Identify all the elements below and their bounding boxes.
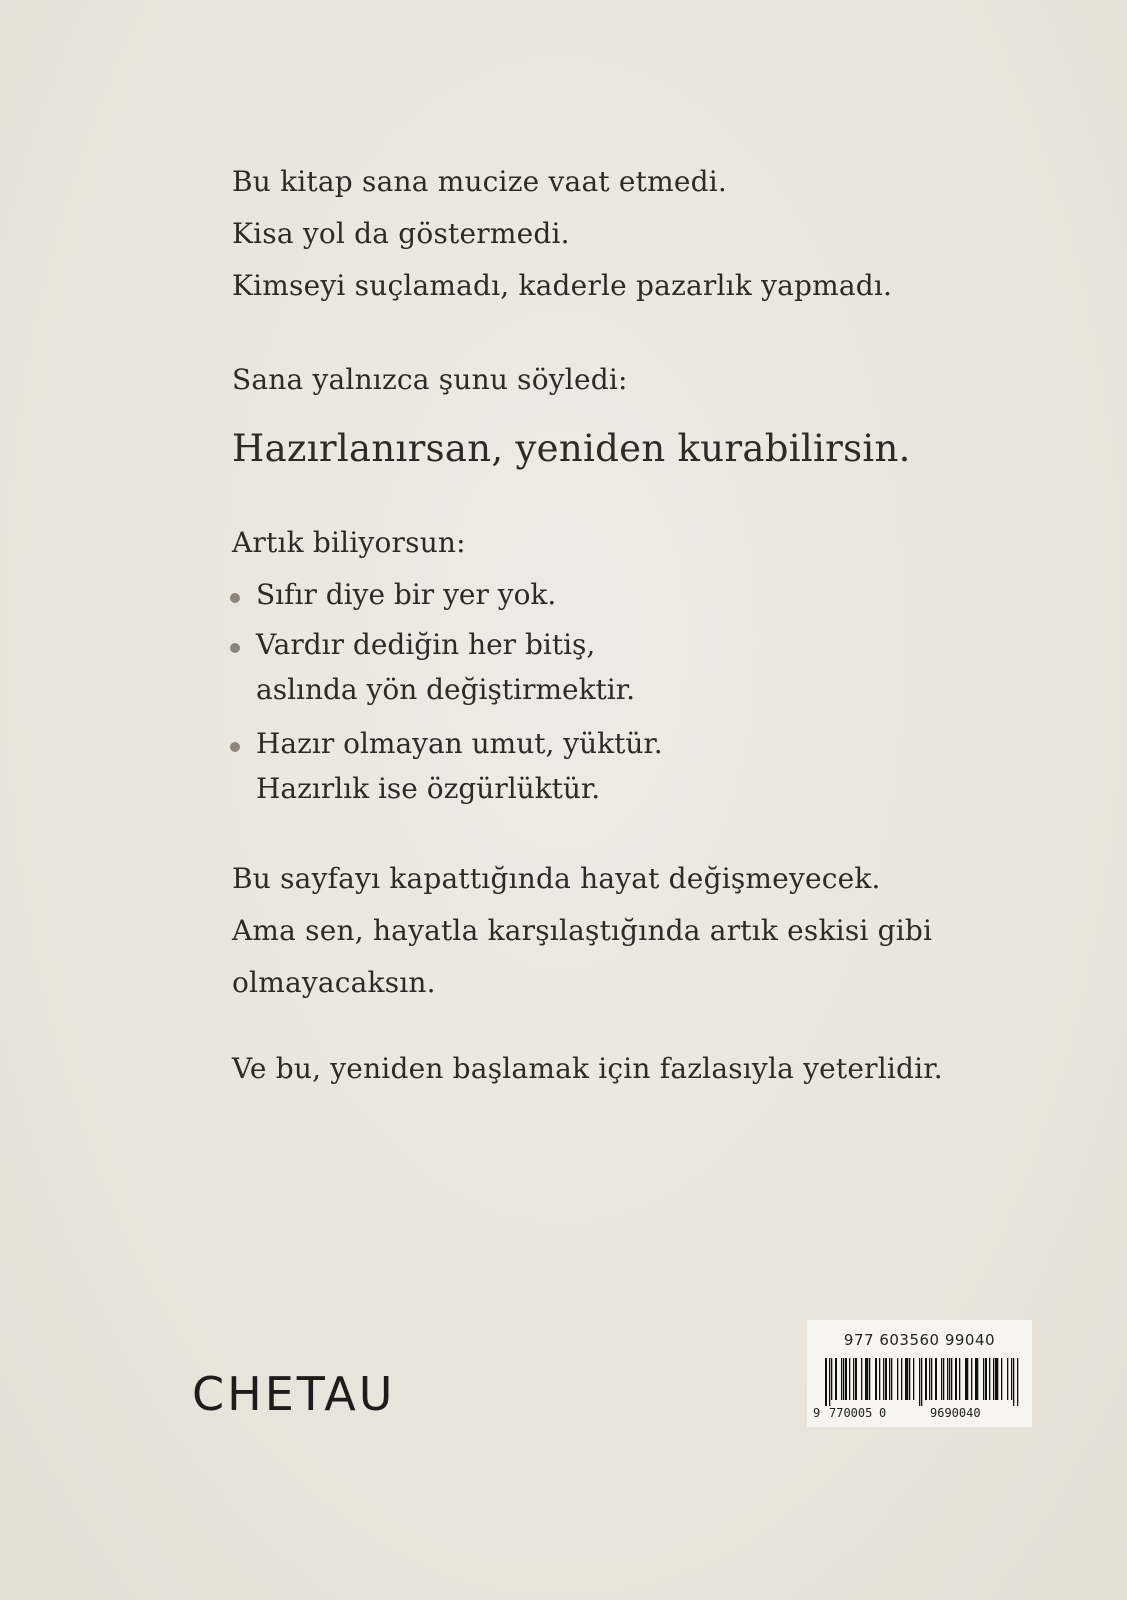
barcode-bar (1011, 1358, 1012, 1400)
list-item-line: aslında yön değiştirmektir. (256, 673, 635, 706)
barcode-left-group: 770005 (829, 1406, 873, 1420)
list-title: Artık biliyorsun: (232, 526, 466, 559)
barcode-bar (849, 1358, 850, 1400)
barcode-bar (1007, 1358, 1008, 1400)
barcode-icon (815, 1358, 1024, 1408)
bullet-dot (230, 593, 240, 603)
barcode-bar (861, 1358, 862, 1400)
closing-line: Ve bu, yeniden başlamak için fazlasıyla yeterlidir. (232, 1052, 943, 1085)
barcode-bar (947, 1358, 948, 1400)
barcode-bar (883, 1358, 884, 1400)
barcode-bar (831, 1358, 832, 1400)
barcode-bar (1001, 1358, 1002, 1400)
barcode-first-digit: 9 (813, 1406, 821, 1420)
barcode-top-number: 977 603560 99040 (843, 1331, 996, 1349)
barcode-bar (829, 1358, 830, 1406)
bullet-dot (230, 643, 240, 653)
paragraph-2-line-1: Bu sayfayı kapattığında hayat değişmeyecek. (232, 862, 881, 895)
barcode-bar (889, 1358, 890, 1400)
barcode-bar (841, 1358, 842, 1400)
barcode-bar (845, 1358, 847, 1400)
paragraph-2-line-2: Ama sen, hayatla karşılaştığında artık eskisi gibi (232, 914, 933, 947)
barcode-bar (983, 1358, 984, 1400)
barcode-bar (853, 1358, 854, 1400)
barcode-bar (909, 1358, 910, 1400)
barcode-bar (921, 1358, 922, 1406)
barcode-bar (949, 1358, 950, 1400)
barcode-bar (855, 1358, 857, 1400)
barcode-bar (901, 1358, 902, 1400)
list-item-line: Sıfır diye bir yer yok. (256, 578, 557, 611)
bullet-dot (230, 742, 240, 752)
barcode-bar (879, 1358, 880, 1400)
list-item-line: Hazırlık ise özgürlüktür. (256, 772, 601, 805)
barcode-bar (977, 1358, 978, 1400)
barcode-bar (989, 1358, 990, 1400)
barcode-bar (993, 1358, 994, 1400)
barcode-bar (897, 1358, 898, 1400)
barcode-bar (919, 1358, 920, 1406)
barcode-bar (997, 1358, 998, 1400)
barcode-bar (971, 1358, 972, 1400)
barcode-bar (951, 1358, 952, 1400)
barcode-bar (943, 1358, 944, 1400)
paragraph-1-line-1: Bu kitap sana mucize vaat etmedi. (232, 165, 728, 198)
barcode-bar (907, 1358, 908, 1400)
barcode-bar (865, 1358, 867, 1400)
barcode-bar (825, 1358, 827, 1406)
publisher-logo: CHETAU (192, 1367, 396, 1421)
barcode-right-group: 9690040 (930, 1406, 981, 1420)
barcode-bar (959, 1358, 960, 1400)
barcode-bar (885, 1358, 887, 1400)
list-item-line: Hazır olmayan umut, yüktür. (256, 727, 663, 760)
barcode-bar (1017, 1358, 1018, 1406)
barcode-bar (891, 1358, 892, 1400)
paragraph-2-line-3: olmayacaksın. (232, 966, 436, 999)
barcode-bar (875, 1358, 877, 1400)
barcode-bar (925, 1358, 927, 1400)
barcode-bar (985, 1358, 987, 1400)
paragraph-1-line-3: Kimseyi suçlamadı, kaderle pazarlık yapmadı. (232, 269, 893, 302)
paragraph-1-line-2: Kisa yol da göstermedi. (232, 217, 570, 250)
barcode-bar (931, 1358, 932, 1400)
barcode-bar (935, 1358, 937, 1400)
barcode-bar (1013, 1358, 1014, 1406)
barcode-bar (941, 1358, 942, 1400)
barcode-bar (975, 1358, 977, 1400)
barcode-bar (867, 1358, 868, 1400)
barcode-bar (843, 1358, 844, 1400)
barcode-bar (995, 1358, 997, 1400)
barcode-bar (965, 1358, 967, 1400)
barcode-bar (905, 1358, 907, 1400)
barcode-label (807, 1320, 1032, 1427)
barcode-bar (967, 1358, 968, 1400)
barcode-middle-digit: 0 (879, 1406, 887, 1420)
intro-line: Sana yalnızca şunu söyledi: (232, 363, 628, 396)
barcode-bar (929, 1358, 930, 1400)
barcode-bar (913, 1358, 914, 1400)
barcode-bar (869, 1358, 870, 1400)
barcode-bar (835, 1358, 837, 1400)
headline: Hazırlanırsan, yeniden kurabilirsin. (232, 427, 911, 470)
list-item-line: Vardır dediğin her bitiş, (256, 628, 596, 661)
barcode-bar (955, 1358, 957, 1400)
